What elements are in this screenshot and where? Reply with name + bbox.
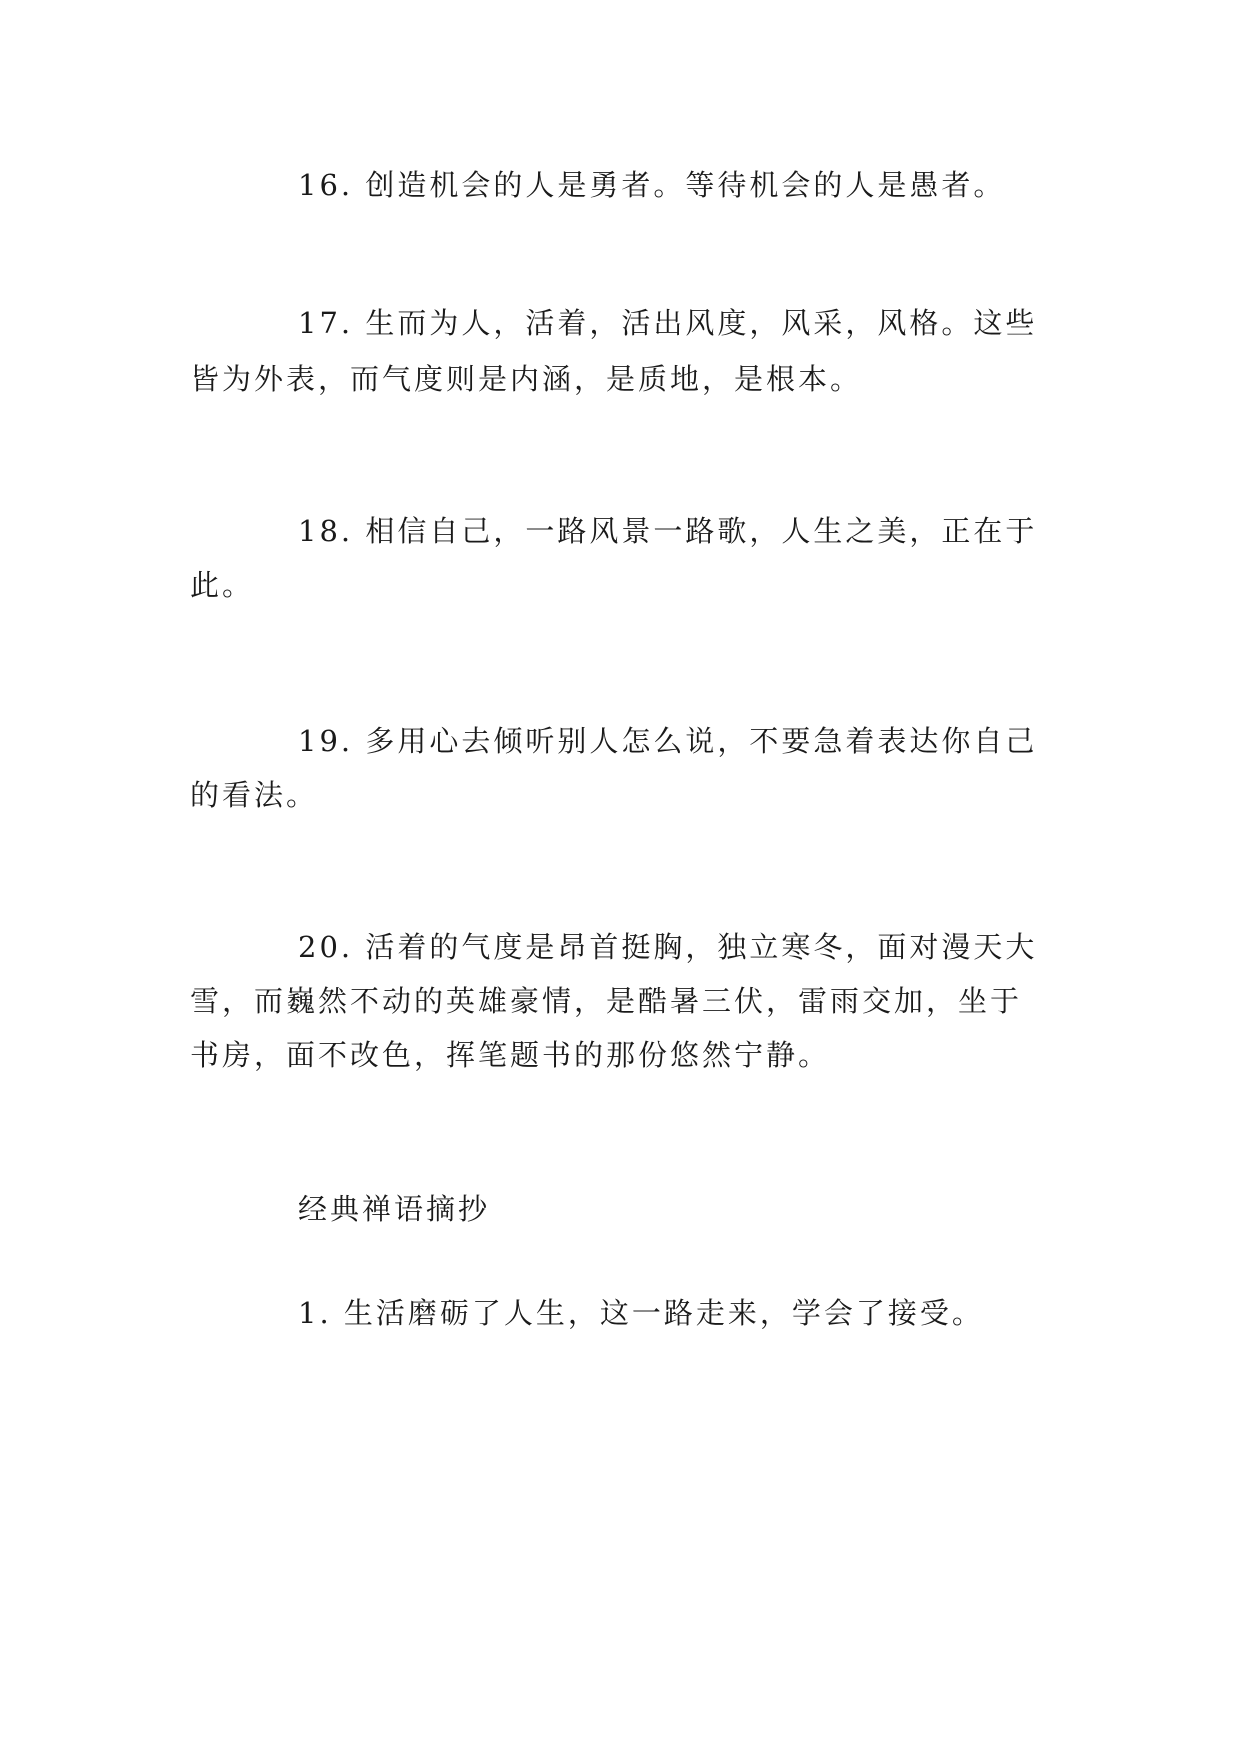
quote-20-line-2: 雪，而巍然不动的英雄豪情，是酷暑三伏，雷雨交加，坐于 — [190, 984, 1023, 1018]
quote-19-line-2: 的看法。 — [190, 778, 319, 812]
quote-20-line-3: 书房，面不改色，挥笔题书的那份悠然宁静。 — [190, 1038, 831, 1072]
quote-18-line-1: 18. 相信自己，一路风景一路歌，人生之美，正在于 — [298, 514, 1038, 548]
section-quote-1-line-1: 1. 生活磨砺了人生，这一路走来，学会了接受。 — [298, 1296, 984, 1330]
section-heading: 经典禅语摘抄 — [298, 1192, 491, 1226]
quote-20-line-1: 20. 活着的气度是昂首挺胸，独立寒冬，面对漫天大 — [298, 930, 1038, 964]
quote-17-line-1: 17. 生而为人，活着，活出风度，风采，风格。这些 — [298, 306, 1038, 340]
quote-19-line-1: 19. 多用心去倾听别人怎么说，不要急着表达你自己 — [298, 724, 1038, 758]
quote-18-line-2: 此。 — [190, 568, 255, 602]
quote-17-line-2: 皆为外表，而气度则是内涵，是质地，是根本。 — [190, 362, 863, 396]
quote-16-line-1: 16. 创造机会的人是勇者。等待机会的人是愚者。 — [298, 168, 1006, 202]
